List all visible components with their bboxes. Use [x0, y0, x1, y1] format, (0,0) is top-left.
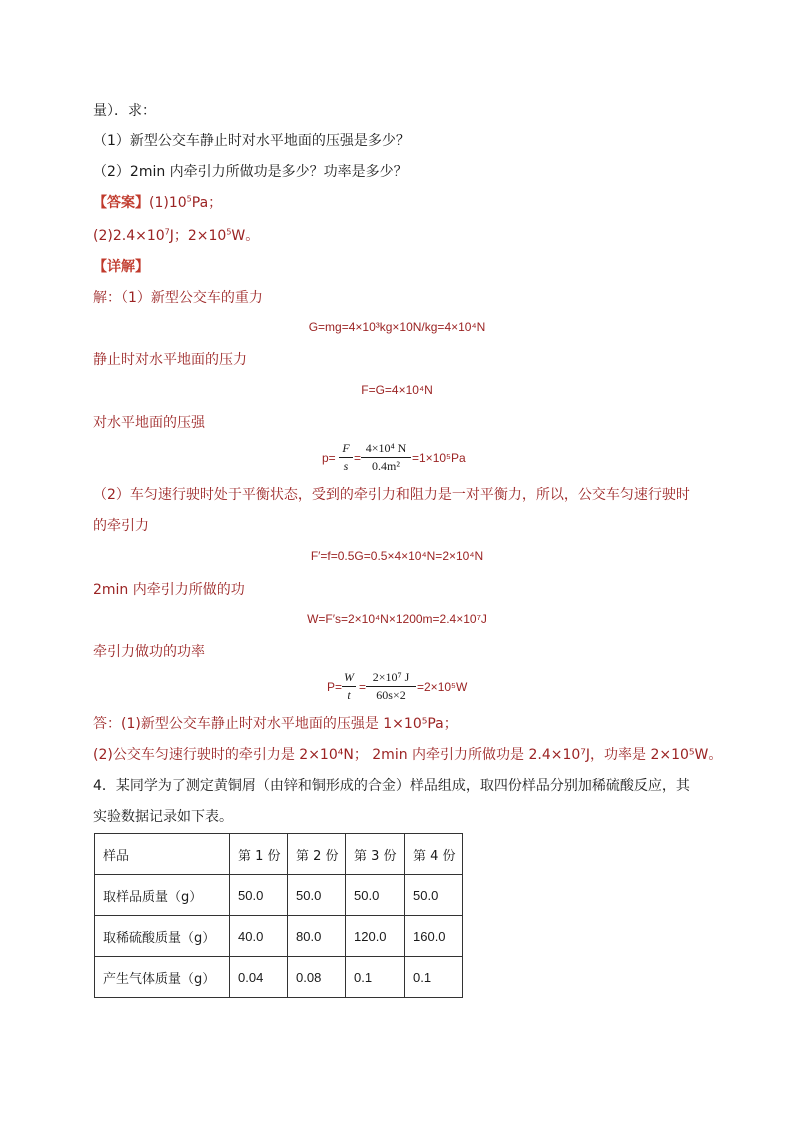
equation-gravity: G=mg=4×10³kg×10N/kg=4×10⁴N: [308, 320, 486, 334]
solution-step-4a: （2）车匀速行驶时处于平衡状态，受到的牵引力和阻力是一对平衡力，所以，公交车匀速行驶时: [93, 487, 690, 503]
table-cell: 50.0: [288, 875, 346, 916]
conclusion-2: (2)公交车匀速行驶时的牵引力是 2×10⁴N； 2min 内牵引力所做功是 2.4×10⁷J，功率是 2×10⁵W。: [93, 747, 723, 763]
row-label: 取稀硫酸质量（g）: [95, 916, 230, 957]
table-header-cell: 第 2 份: [288, 834, 346, 875]
eq3-den1: s: [343, 459, 349, 473]
detail-tag: 【详解】: [93, 259, 149, 275]
answer-2-exp2: 5: [226, 227, 232, 237]
table-cell: 50.0: [346, 875, 405, 916]
question-1: （1）新型公交车静止时对水平地面的压强是多少？: [93, 133, 410, 149]
solution-step-6: 牵引力做功的功率: [93, 644, 205, 660]
table-header-cell: 第 3 份: [346, 834, 405, 875]
question-4-line-2: 实验数据记录如下表。: [93, 809, 233, 825]
eq3-num1: F: [342, 441, 350, 455]
solution-step-1: 解：（1）新型公交车的重力: [93, 290, 263, 306]
solution-step-3: 对水平地面的压强: [93, 415, 205, 431]
eq6-rhs: =2×10⁵W: [417, 680, 468, 694]
solution-step-5: 2min 内牵引力所做的功: [93, 582, 245, 598]
answer-line-1: [93, 193, 222, 213]
eq3-den2: 0.4m²: [372, 459, 400, 473]
answer-2a: (2)2.4×10: [93, 228, 165, 244]
table-row: [95, 916, 463, 957]
table-cell: 0.08: [288, 957, 346, 998]
eq6-num1: W: [344, 670, 354, 684]
eq3-equals: =: [354, 451, 362, 465]
eq6-fraction-2: [366, 670, 416, 703]
answer-1-post: Pa；: [191, 195, 223, 211]
equation-traction: F′=f=0.5G=0.5×4×10⁴N=2×10⁴N: [310, 549, 484, 563]
table-cell: 0.04: [230, 957, 288, 998]
solution-step-4b: 的牵引力: [93, 518, 149, 534]
answer-1-pre: (1)10: [149, 195, 187, 211]
eq6-lhs: P=: [327, 680, 343, 694]
answer-2-exp1: 7: [164, 227, 170, 237]
eq6-fraction-1: [342, 670, 356, 703]
data-table: [94, 833, 463, 998]
table-cell: 50.0: [230, 875, 288, 916]
eq3-fraction-2: [361, 441, 411, 474]
table-header-cell: 第 4 份: [405, 834, 463, 875]
eq3-fraction-1: [339, 441, 353, 474]
answer-2c: W。: [231, 228, 260, 244]
table-cell: 160.0: [405, 916, 463, 957]
table-header-cell: 第 1 份: [230, 834, 288, 875]
table-header-cell: 样品: [95, 834, 230, 875]
table-cell: 0.1: [405, 957, 463, 998]
table-header-row: [95, 834, 463, 875]
question-4-line-1: 4．某同学为了测定黄铜屑（由锌和铜形成的合金）样品组成，取四份样品分别加稀硫酸反应，其: [93, 778, 690, 794]
eq6-den2: 60s×2: [376, 688, 406, 702]
row-label: 取样品质量（g）: [95, 875, 230, 916]
eq3-lhs: p=: [322, 451, 336, 465]
question-2: （2）2min 内牵引力所做功是多少？功率是多少？: [93, 164, 408, 180]
equation-work: W=F′s=2×10⁴N×1200m=2.4×10⁷J: [307, 612, 487, 626]
table-row: [95, 875, 463, 916]
eq3-rhs: =1×10⁵Pa: [412, 451, 466, 465]
detail-line: [93, 257, 149, 277]
table-cell: 120.0: [346, 916, 405, 957]
table-cell: 40.0: [230, 916, 288, 957]
table-cell: 50.0: [405, 875, 463, 916]
answer-tag: 【答案】: [93, 195, 149, 211]
eq6-equals: =: [359, 680, 367, 694]
eq3-num2: 4×10⁴ N: [365, 441, 407, 455]
table-cell: 80.0: [288, 916, 346, 957]
solution-step-2: 静止时对水平地面的压力: [93, 352, 247, 368]
equation-force: F=G=4×10⁴N: [361, 383, 433, 397]
eq6-den1: t: [347, 688, 351, 702]
answer-line-2: [93, 226, 259, 246]
table-row: [95, 957, 463, 998]
intro-fragment: 量）．求：: [93, 103, 156, 119]
answer-1-exp: 5: [186, 194, 192, 204]
table-cell: 0.1: [346, 957, 405, 998]
row-label: 产生气体质量（g）: [95, 957, 230, 998]
answer-2b: J；2×10: [169, 228, 227, 244]
eq6-num2: 2×10⁷ J: [372, 670, 410, 684]
conclusion-1: 答：(1)新型公交车静止时对水平地面的压强是 1×10⁵Pa；: [93, 716, 458, 732]
